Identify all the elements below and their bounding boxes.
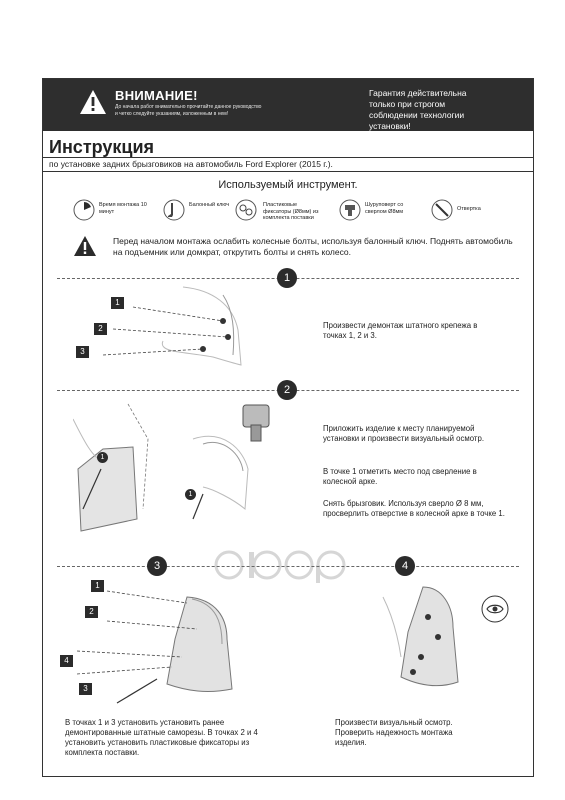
warning-banner — [43, 79, 533, 131]
callout-marker: 3 — [79, 683, 92, 695]
visual-inspection-icon — [481, 595, 509, 623]
step2-illustration — [73, 399, 303, 539]
tool-item — [73, 199, 153, 225]
callout-marker: 1 — [111, 297, 124, 309]
caution-text: Перед началом монтажа ослабить колесные болты, используя балонный ключ. Поднять автомобиль на подъемник или домкрат, открутить болты и снять колесо. — [113, 236, 513, 257]
instruction-sheet — [42, 78, 534, 777]
tool-item — [431, 199, 521, 225]
tool-label: Балонный ключ — [189, 202, 230, 208]
step-number: 4 — [395, 556, 415, 576]
point-marker: 1 — [185, 489, 196, 500]
tools-heading: Используемый инструмент. — [218, 179, 358, 191]
warning-icon — [73, 235, 97, 257]
point-marker: 1 — [97, 452, 108, 463]
callout-marker: 4 — [60, 655, 73, 667]
callout-marker: 2 — [94, 323, 107, 335]
step-divider — [57, 566, 519, 567]
banner-note: До начала работ внимательно прочитайте данное руководство и четко следуйте указаниям, изложенным в нем! — [115, 104, 262, 117]
drill-icon — [339, 199, 361, 221]
banner-title: ВНИМАНИЕ! — [115, 88, 198, 103]
caution-block — [73, 235, 513, 261]
step1-text: Произвести демонтаж штатного крепежа в точках 1, 2 и 3. — [323, 321, 478, 340]
page-title: Инструкция — [49, 137, 155, 157]
step-number: 1 — [277, 268, 297, 288]
step-number: 3 — [147, 556, 167, 576]
tool-item — [163, 199, 233, 225]
callout-marker: 2 — [85, 606, 98, 618]
page-subtitle: по установке задних брызговиков на автомобиль Ford Explorer (2015 г.). — [49, 159, 333, 169]
tool-label: Отвертка — [457, 206, 481, 212]
warning-icon — [79, 89, 107, 115]
screwdriver-icon — [431, 199, 453, 221]
title-divider — [43, 157, 533, 158]
tool-label: Время монтажа 10 минут — [99, 202, 147, 215]
step3-text: В точках 1 и 3 установить установить ранее демонтированные штатные саморезы. В точках 2 и 4 установить установить пластиковые фиксаторы из комплекта поставки. — [65, 718, 258, 757]
tool-item — [339, 199, 429, 225]
step4-text: Произвести визуальный осмотр. Проверить надежность монтажа изделия. — [335, 718, 453, 747]
callout-marker: 1 — [91, 580, 104, 592]
watermark-logo — [211, 547, 361, 583]
step-number: 2 — [277, 380, 297, 400]
tool-label: Пластиковые фиксаторы (Ø8мм) из комплекта поставки — [263, 202, 319, 221]
warranty-note: Гарантия действительна только при строгом соблюдении технологии установки! — [369, 88, 467, 131]
step2-text-2: В точке 1 отметить место под сверление в колесной арке. — [323, 467, 477, 486]
step2-text-3: Снять брызговик. Используя сверло Ø 8 мм, просверлить отверстие в колесной арке в точке 1. — [323, 499, 505, 518]
tool-item — [235, 199, 335, 225]
fasteners-icon — [235, 199, 257, 221]
tool-label: Шуруповерт со сверлом Ø8мм — [365, 202, 404, 215]
step2-text-1: Приложить изделие к месту планируемой установки и произвести визуальный осмотр. — [323, 424, 484, 443]
callout-marker: 3 — [76, 346, 89, 358]
subtitle-divider — [43, 171, 533, 172]
clock-icon — [73, 199, 95, 221]
wrench-icon — [163, 199, 185, 221]
